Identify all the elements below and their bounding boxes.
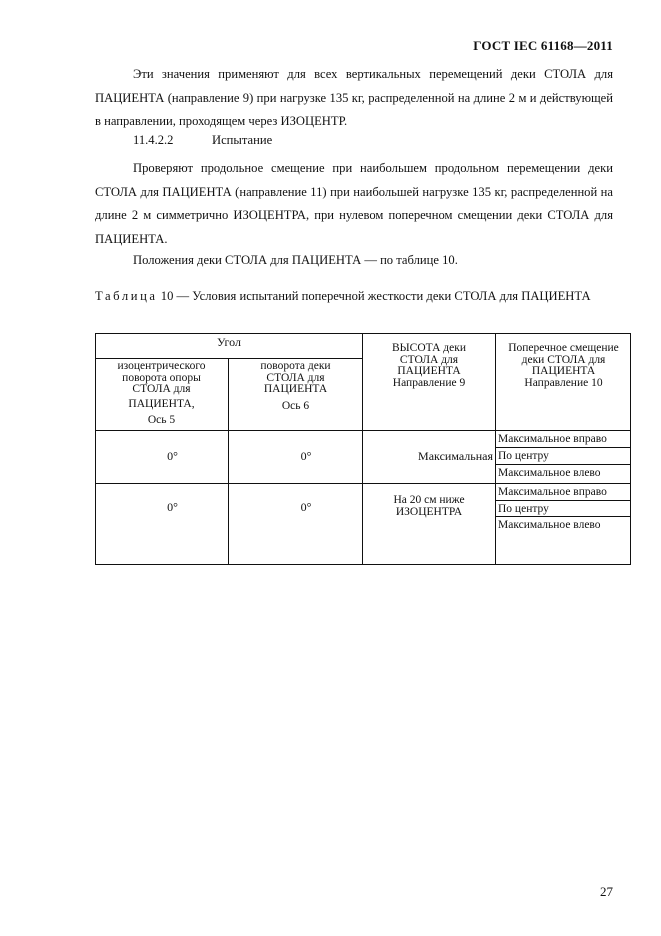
paragraph-values-apply: Эти значения применяют для всех вертикальных перемещений деки СТОЛА для ПАЦИЕНТА (направление 9) при нагрузке 135 кг, распределенной на длине 2 м и действующей в направлении, проходящем через ИЗОЦЕНТР. [95,67,613,128]
header-axis5-line: поворота опоры [122,371,201,384]
section-number: 11.4.2.2 [133,133,174,147]
table-test-conditions [95,333,631,565]
table-caption [95,285,613,308]
table-angle-divider [95,358,363,359]
row2-height-line: На 20 см ниже [393,494,465,506]
header-height-line: ПАЦИЕНТА [397,365,461,377]
header-height-line: ВЫСОТА деки [391,342,466,354]
row1-axis6: 0° [300,449,312,463]
paragraph-table-reference: Положения деки СТОЛА для ПАЦИЕНТА — по таблице 10. [133,253,458,267]
header-axis5-line: СТОЛА для [132,383,191,395]
document-header: ГОСТ IEC 61168—2011 [473,38,613,53]
table-row1-bottom-rule [95,483,631,484]
header-height-line: Направление 9 [392,376,466,389]
table-row1-offset-rule-1 [495,447,631,448]
table-header-bottom-rule [95,430,631,431]
table-border-top [95,333,631,334]
section-title: Испытание [212,133,273,147]
row1-offset-left: Максимальное влево [498,467,601,479]
header-axis5-line: изоцентрического [117,360,206,372]
header-lateral-offset [496,343,631,389]
row2-axis5: 0° [167,500,178,514]
row2-offset-left: Максимальное влево [498,519,601,531]
header-angle: Угол [217,335,241,349]
table-border-bottom [95,564,631,565]
row2-axis6: 0° [300,500,312,514]
row2-offset-right: Максимальное вправо [498,486,607,498]
table-caption-label: Таблица [95,289,158,303]
row1-axis5: 0° [167,449,178,463]
section-heading [133,133,273,148]
row2-height [363,495,495,518]
header-axis6-line: Ось 6 [281,399,310,412]
row1-offset-center: По центру [498,450,549,462]
header-offset-line: деки СТОЛА для [521,353,606,366]
header-axis6-line: ПАЦИЕНТА [263,383,328,395]
paragraph-test-procedure: Проверяют продольное смещение при наибольшем продольном перемещении деки СТОЛА для ПАЦИЕНТА (направление 11) при наибольшей нагрузке 135 кг, распределенной на длине 2 м симметрично ИЗОЦЕНТРА, при нулевом поперечном смещении деки СТОЛА для ПАЦИЕНТА. [95,161,613,246]
header-height [363,343,495,389]
row2-height-line: ИЗОЦЕНТРА [395,505,463,518]
header-axis6-line: поворота деки [260,360,331,372]
header-axis6-line: СТОЛА для [266,371,325,384]
page-number: 27 [600,884,613,899]
header-axis5-line: Ось 5 [147,414,176,426]
table-caption-text: 10 — Условия испытаний поперечной жесткости деки СТОЛА для ПАЦИЕНТА [160,289,591,303]
table-row1-offset-rule-2 [495,464,631,465]
row1-height: Максимальная [418,449,493,463]
header-height-line: СТОЛА для [399,353,459,366]
header-axis6 [229,361,362,412]
table-row2-offset-rule-2 [495,516,631,517]
header-offset-line: Поперечное смещение [508,342,619,354]
row1-offset-right: Максимальное вправо [498,433,607,445]
header-offset-line: ПАЦИЕНТА [531,365,596,377]
header-axis5-line: ПАЦИЕНТА, [128,397,195,410]
row2-offset-center: По центру [498,503,549,515]
header-offset-line: Направление 10 [524,376,603,389]
table-row2-offset-rule-1 [495,500,631,501]
header-axis5 [95,361,228,427]
